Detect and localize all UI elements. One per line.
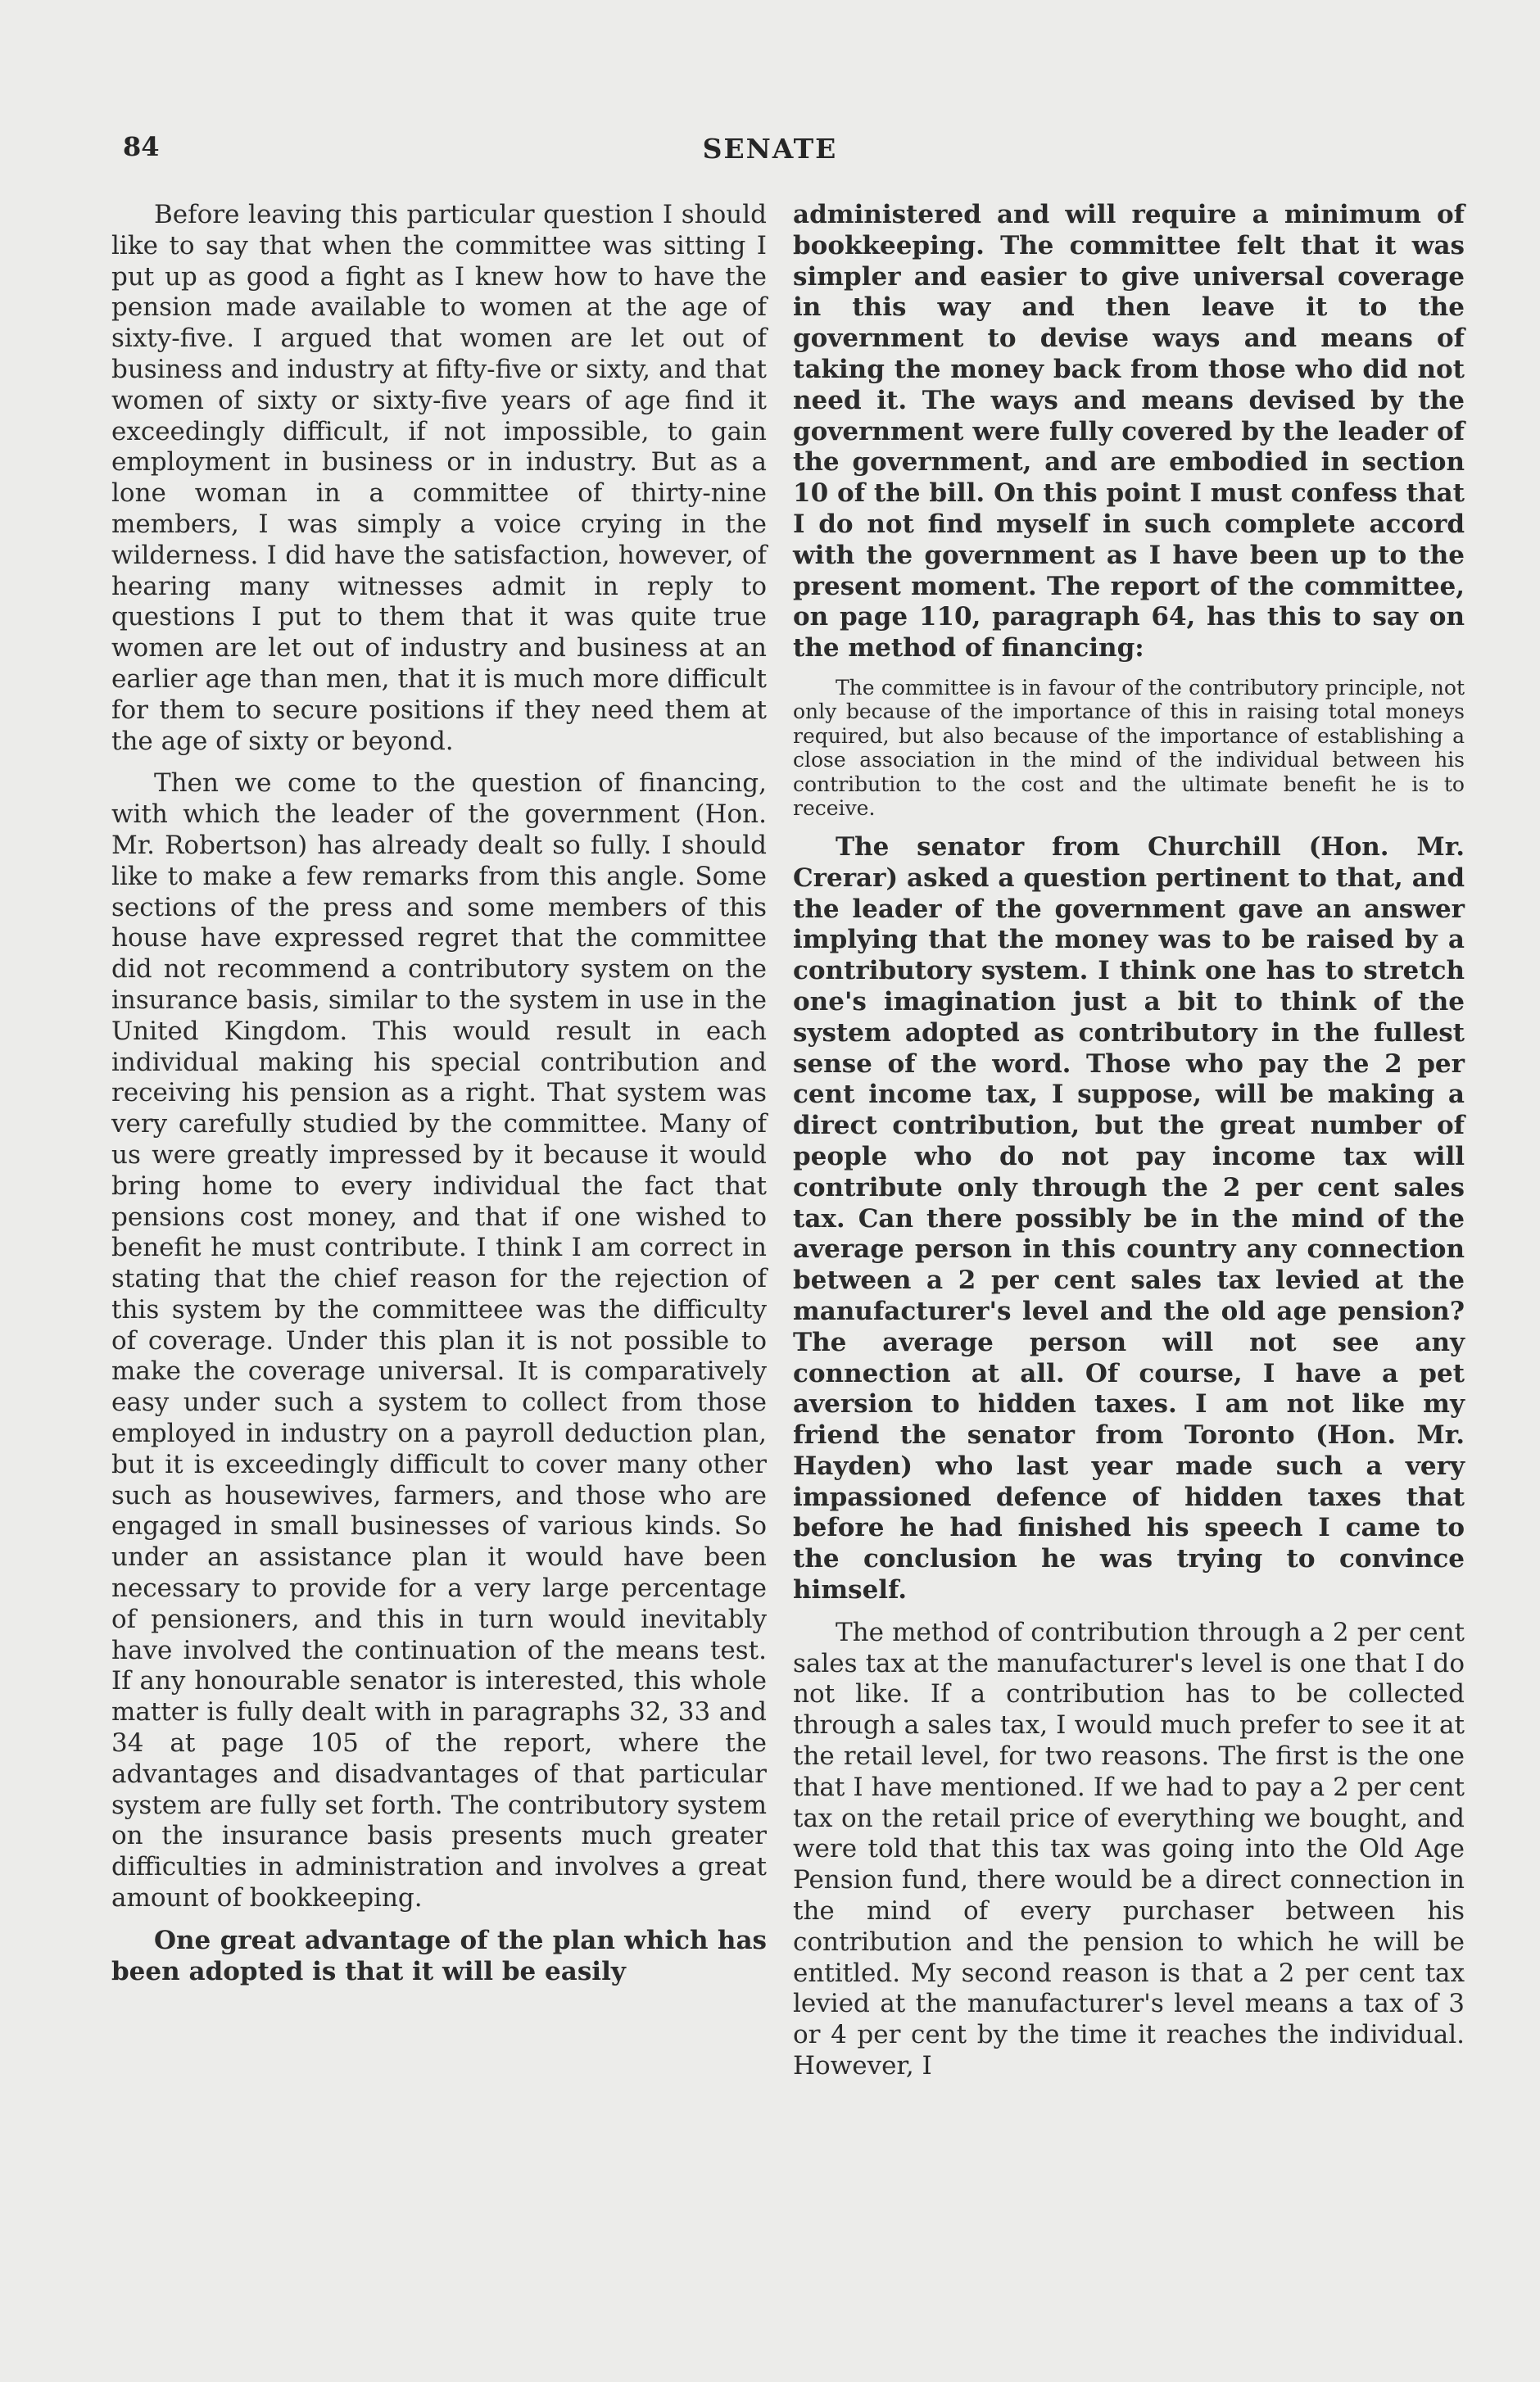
left-paragraph-2: Then we come to the question of financing, with which the leader of the government (Hon. Mr. Robertson) has already dealt so fully. I should like to make a few remarks from this angle. Some sections of the press and some members of this house have expressed regret that the committee did not recommend a contributory system on the insurance basis, similar to the system in use in the United Kingdom. This would result in each individual making his special contribution and receiving his pension as a right. That system was very carefully studied by the committee. Many of us were greatly impressed by it because it would bring home to every individual the fact that pensions cost money, and that if one wished to benefit he must contribute. I think I am correct in stating that the chief reason for the rejection of this system by the committeee was the difficulty of coverage. Under this plan it is not possible to make the coverage universal. It is comparatively easy under such a system to collect from those employed in industry on a payroll deduction plan, but it is exceedingly difficult to cover many other such as housewives, farmers, and those who are engaged in small businesses of various kinds. So under an assistance plan it would have been necessary to provide for a very large percentage of pensioners, and this in turn would inevitably have involved the continuation of the means test. If any honourable senator is interested, this whole matter is fully dealt with in paragraphs 32, 33 and 34 at page 105 of the report, where the advantages and disadvantages of that particular system are fully set forth. The contributory system on the insurance basis presents much greater difficulties in administration and involves a great amount of bookkeeping. bbox=[111, 768, 767, 1913]
left-paragraph-3: One great advantage of the plan which has been adopted is that it will be easily bbox=[111, 1925, 767, 1986]
page-number: 84 bbox=[123, 131, 160, 162]
block-quote: The committee is in favour of the contributory principle, not only because of the importance of this in raising total moneys required, but also because of the importance of establishing a close association in the mind of the individual between his contribution to the cost and the ultimate benefit he is to receive. bbox=[793, 675, 1465, 821]
left-column bbox=[111, 200, 767, 1987]
right-paragraph-3: The method of contribution through a 2 per cent sales tax at the manufacturer's level is one that I do not like. If a contribution has to be collected through a sales tax, I would much prefer to see it at the retail level, for two reasons. The first is the one that I have mentioned. If we had to pay a 2 per cent tax on the retail price of everything we bought, and were told that this tax was going into the Old Age Pension fund, there would be a direct connection in the mind of every purchaser between his contribution and the pension to which he will be entitled. My second reason is that a 2 per cent tax levied at the manufacturer's level means a tax of 3 or 4 per cent by the time it reaches the individual. However, I bbox=[793, 1617, 1465, 2081]
right-paragraph-2: The senator from Churchill (Hon. Mr. Crerar) asked a question pertinent to that, and the leader of the government gave an answer implying that the money was to be raised by a contributory system. I think one has to stretch one's imagination just a bit to think of the system adopted as contributory in the fullest sense of the word. Those who pay the 2 per cent income tax, I suppose, will be making a direct contribution, but the great number of people who do not pay income tax will contribute only through the 2 per cent sales tax. Can there possibly be in the mind of the average person in this country any connection between a 2 per cent sales tax levied at the manufacturer's level and the old age pension? The average person will not see any connection at all. Of course, I have a pet aversion to hidden taxes. I am not like my friend the senator from Toronto (Hon. Mr. Hayden) who last year made such a very impassioned defence of hidden taxes that before he had finished his speech I came to the conclusion he was trying to convince himself. bbox=[793, 831, 1465, 1605]
left-paragraph-1: Before leaving this particular question I should like to say that when the committee was sitting I put up as good a fight as I knew how to have the pension made available to women at the age of sixty-five. I argued that women are let out of business and industry at fifty-five or sixty, and that women of sixty or sixty-five years of age find it exceedingly difficult, if not impossible, to gain employment in business or in industry. But as a lone woman in a committee of thirty-nine members, I was simply a voice crying in the wilderness. I did have the satisfaction, however, of hearing many witnesses admit in reply to questions I put to them that it was quite true women are let out of industry and business at an earlier age than men, that it is much more difficult for them to secure positions if they need them at the age of sixty or beyond. bbox=[111, 200, 767, 756]
running-head: SENATE bbox=[702, 133, 838, 165]
right-column bbox=[793, 200, 1465, 2082]
right-paragraph-1: administered and will require a minimum of bookkeeping. The committee felt that it was simpler and easier to give universal coverage in this way and then leave it to the government to devise ways and means of taking the money back from those who did not need it. The ways and means devised by the government were fully covered by the leader of the government, and are embodied in section 10 of the bill. On this point I must confess that I do not find myself in such complete accord with the government as I have been up to the present moment. The report of the committee, on page 110, paragraph 64, has this to say on the method of financing: bbox=[793, 200, 1465, 663]
